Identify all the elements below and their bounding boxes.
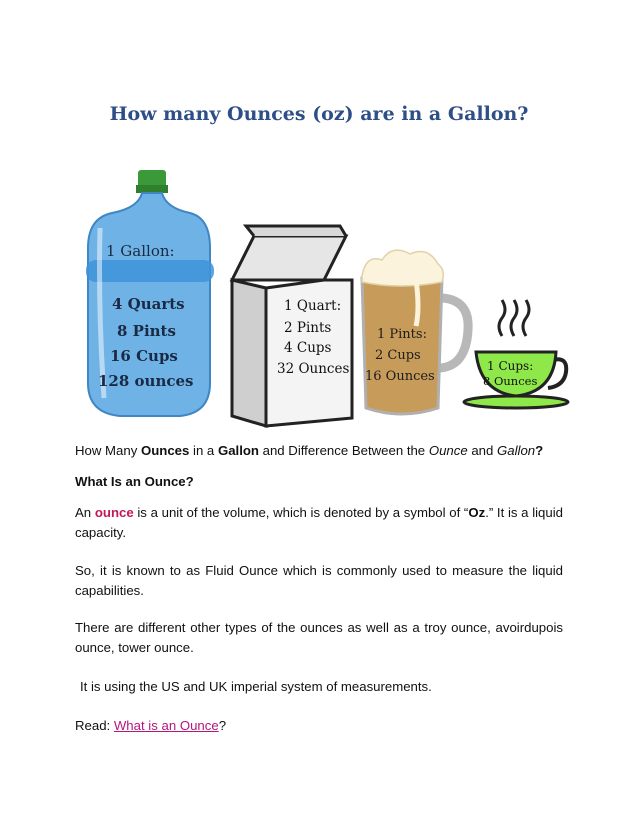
- jug-line-4: 128 ounces: [98, 372, 194, 390]
- paragraph-fluid-ounce: So, it is known to as Fluid Ounce which is commonly used to measure the liquid capabilities.: [75, 563, 563, 598]
- ounce-highlight: ounce: [94, 505, 134, 520]
- tea-cup-image: [464, 300, 568, 408]
- carton-line-4: 32 Ounces: [277, 361, 350, 377]
- page-title: How many Ounces (oz) are in a Gallon?: [109, 103, 529, 125]
- paragraph-ounce-types: There are different other types of the ounces as well as a troy ounce, avoirdupois ounce, tower ounce.: [75, 620, 563, 655]
- mug-line-2: 2 Cups: [375, 348, 421, 363]
- carton-line-3: 4 Cups: [284, 340, 332, 356]
- mug-line-1: 1 Pints:: [377, 327, 427, 342]
- jug-line-2: 8 Pints: [117, 322, 176, 340]
- jug-label: 1 Gallon:: [106, 242, 175, 260]
- paragraph-measurement-system: It is using the US and UK imperial system of measurements.: [80, 679, 432, 694]
- jug-line-3: 16 Cups: [110, 347, 178, 365]
- jug-line-1: 4 Quarts: [112, 295, 185, 313]
- cup-line-1: 1 Cups:: [487, 359, 534, 373]
- mug-line-3: 16 Ounces: [365, 369, 435, 384]
- read-more-line: Read: What is an Ounce?: [75, 718, 227, 733]
- paragraph-ounce-definition: An ounce is a unit of the volume, which is denoted by a symbol of “Oz.” It is a liquid capacity.: [75, 505, 563, 540]
- intro-line: How Many Ounces in a Gallon and Difference Between the Ounce and Gallon?: [75, 443, 544, 458]
- what-is-an-ounce-link[interactable]: What is an Ounce: [113, 718, 219, 733]
- carton-line-1: 1 Quart:: [284, 298, 342, 314]
- carton-line-2: 2 Pints: [284, 320, 332, 336]
- cup-line-2: 8 Ounces: [483, 374, 538, 388]
- gallon-illustration: [70, 168, 570, 430]
- section-heading: What Is an Ounce?: [75, 474, 194, 489]
